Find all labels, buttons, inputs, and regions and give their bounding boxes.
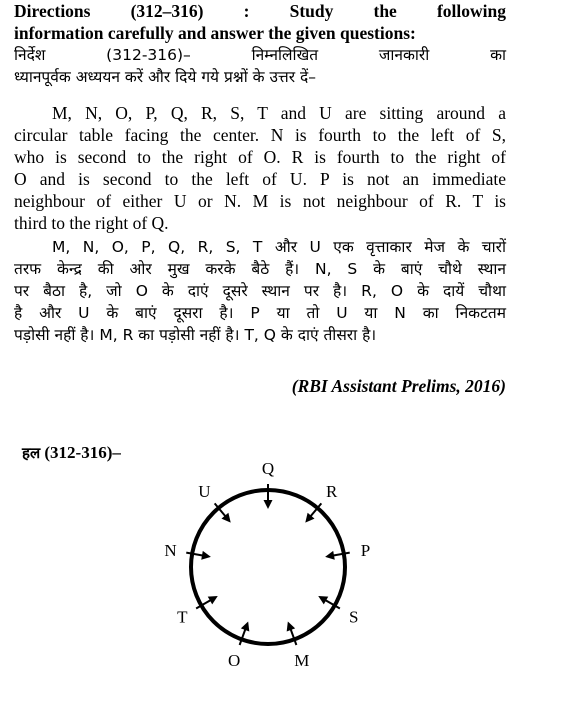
text-line: who is second to the right of O. R is fourth to the right of	[14, 147, 506, 167]
text-line: information carefully and answer the given questions:	[14, 23, 416, 43]
text-line: Directions (312–316) : Study the following	[14, 1, 506, 21]
arrowhead-icon	[201, 551, 211, 560]
text-line: पर बैठा है, जो O के दाएं दूसरे स्थान पर है। R, O के दायें चौथा	[14, 282, 506, 300]
text-line: निर्देश (312-316)– निम्नलिखित जानकारी का	[14, 46, 506, 64]
seat-p	[325, 541, 370, 560]
text-line: ध्यानपूर्वक अध्ययन करें और दिये गये प्रश्नों के उत्तर दें–	[14, 68, 316, 86]
seat-label: O	[227, 651, 241, 671]
text-line: M, N, O, P, Q, R, S, T and U are sitting around a	[52, 103, 506, 123]
text-line: third to the right of Q.	[14, 213, 169, 233]
seat-label: M	[294, 651, 310, 671]
seat-m	[287, 622, 310, 671]
solution-prefix: हल	[22, 444, 41, 462]
seat-label: Q	[261, 459, 275, 478]
seat-label: S	[349, 607, 359, 627]
seat-label: U	[198, 482, 211, 502]
text-line: पड़ोसी नहीं है। M, R का पड़ोसी नहीं है। T, Q के दाएं तीसरा है।	[14, 326, 377, 344]
round-table	[191, 490, 345, 644]
text-line: circular table facing the center. N is fourth to the left of S,	[14, 125, 506, 145]
arrowhead-icon	[325, 551, 335, 560]
arrowhead-icon	[264, 500, 273, 509]
solution-suffix: (312-316)–	[40, 443, 121, 462]
seat-label: N	[164, 540, 177, 560]
seat-label: P	[360, 540, 371, 560]
seat-o	[228, 622, 249, 671]
text-line: M, N, O, P, Q, R, S, T और U एक वृत्ताकार मेज के चारों	[52, 238, 506, 256]
text-line: neighbour of either U or N. M is not neighbour of R. T is	[14, 191, 506, 211]
seat-label: R	[325, 482, 338, 502]
seat-q	[262, 459, 274, 509]
text-line: तरफ केन्द्र की ओर मुख करके बैठे हैं। N, S के बाएं चौथे स्थान	[14, 260, 506, 278]
seat-layer	[164, 459, 370, 670]
seat-label: T	[177, 607, 188, 627]
seat-n	[164, 541, 211, 560]
text-line: है और U के बाएं दूसरा है। P या तो U या N का निकटतम	[14, 304, 506, 322]
text-line: O and is second to the left of U. P is not an immediate	[14, 169, 506, 189]
source-citation: (RBI Assistant Prelims, 2016)	[291, 376, 506, 396]
